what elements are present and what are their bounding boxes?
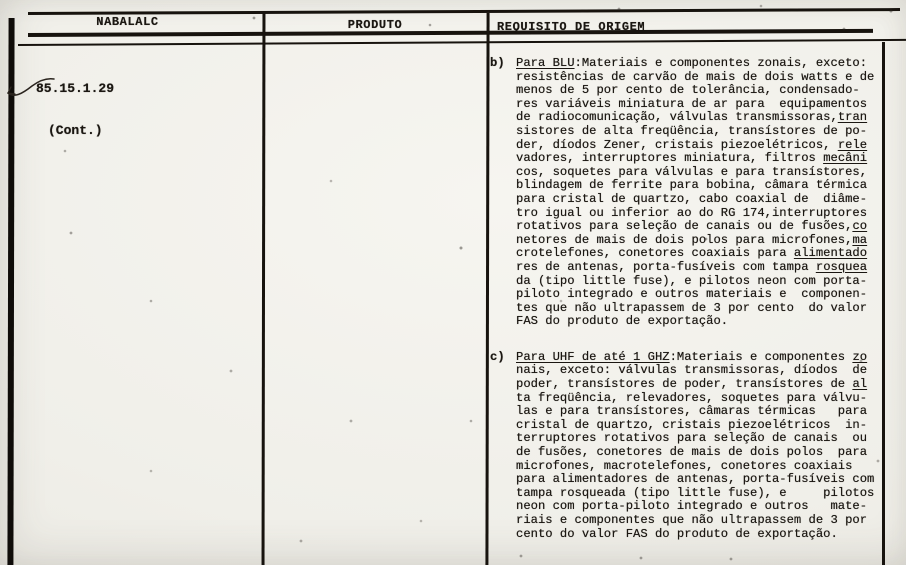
column-header-nabalalc: NABALALC — [96, 15, 159, 29]
text-line: res de antenas, porta-fusíveis com tampa rosquea — [516, 259, 868, 274]
produto-cell — [270, 56, 480, 536]
header-sub-border — [18, 39, 906, 46]
nabalalc-code: 85.15.1.29 — [36, 81, 115, 96]
text-line: res variáveis miniatura de ar para equipamentos — [516, 96, 868, 111]
requisito-paragraph — [490, 57, 896, 329]
text-line: de radiocomunicação, válvulas transmissoras,tran — [516, 110, 868, 125]
handwritten-arrow-mark — [6, 72, 58, 98]
scan-noise — [0, 0, 2, 2]
text-line: tes que não ultrapassem de 3 por cento do valor — [516, 300, 868, 315]
column-divider-2 — [485, 13, 489, 565]
text-line: nais, exceto: válvulas transmissoras, díodos de — [516, 363, 868, 378]
table-left-border — [7, 18, 14, 565]
text-line: ta freqüência, relevadores, soquetes para válvu- — [516, 390, 868, 405]
paragraph-marker: c) — [490, 349, 505, 364]
text-line: para alimentadores de antenas, porta-fusíveis com — [516, 472, 875, 487]
text-line: para cristal de quartzo, cabo coaxial de diâme- — [516, 191, 868, 206]
text-line: tro igual ou inferior ao do RG 174,interruptores — [516, 205, 868, 220]
text-line: riais e componentes que não ultrapassem de 3 por — [516, 513, 868, 527]
text-line: microfones, macrotelefones, conetores coaxiais — [516, 458, 853, 473]
text-line: cos, soquetes para válvulas e para transístores, — [516, 164, 868, 179]
text-line: cento do valor FAS do produto de exportação. — [516, 526, 838, 541]
paragraph-marker: b) — [490, 56, 505, 70]
text-line: de fusões, conetores de mais de dois polos para — [516, 445, 868, 460]
text-line: sistores de alta freqüência, transístores de po- — [516, 123, 868, 138]
text-line: las e para transístores, câmaras térmicas para — [516, 404, 868, 419]
column-header-produto: PRODUTO — [347, 18, 403, 32]
text-line: rotativos para seleção de canais ou de fusões,co — [516, 219, 868, 234]
text-line: vadores, interruptores miniatura, filtros mecâni — [516, 151, 868, 166]
text-line: menos de 5 por cento de tolerância, condensado- — [516, 83, 860, 98]
text-line: piloto integrado e outros materiais e componen- — [516, 287, 868, 302]
nabalalc-cell — [36, 54, 114, 166]
column-header-requisito: REQUISITO DE ORIGEM — [497, 20, 646, 34]
requisito-paragraph — [490, 351, 896, 541]
text-line: blindagem de ferrite para bobina, câmara térmica — [516, 178, 868, 193]
text-line: resistências de carvão de mais de dois watts e de — [516, 69, 875, 84]
text-line: Para UHF de até 1 GHZ:Materiais e componentes zo — [516, 349, 868, 364]
text-line: netores de mais de dois polos para microfones,ma — [516, 232, 868, 247]
text-line: poder, transístores de poder, transístores de al — [516, 377, 868, 392]
text-line: der, díodos Zener, cristais piezoelétricos, rele — [516, 137, 868, 152]
text-line: Para BLU:Materiais e componentes zonais, exceto: — [516, 56, 868, 70]
text-line: crotelefones, conetores coaxiais para alimentado — [516, 246, 868, 261]
nabalalc-cont: (Cont.) — [48, 123, 103, 138]
column-divider-1 — [262, 13, 266, 565]
table-top-border — [28, 8, 900, 15]
text-line: neon com porta-piloto integrado e outros mate- — [516, 499, 868, 514]
text-line: tampa rosqueada (tipo little fuse), e pilotos — [516, 485, 875, 500]
text-line: cristal de quartzo, cristais piezoelétricos in- — [516, 417, 868, 432]
requisito-cell — [490, 57, 896, 541]
text-line: FAS do produto de exportação. — [516, 314, 729, 329]
text-line: terruptores rotativos para seleção de canais ou — [516, 431, 868, 446]
text-line: da (tipo little fuse), e pilotos neon com porta- — [516, 273, 868, 288]
